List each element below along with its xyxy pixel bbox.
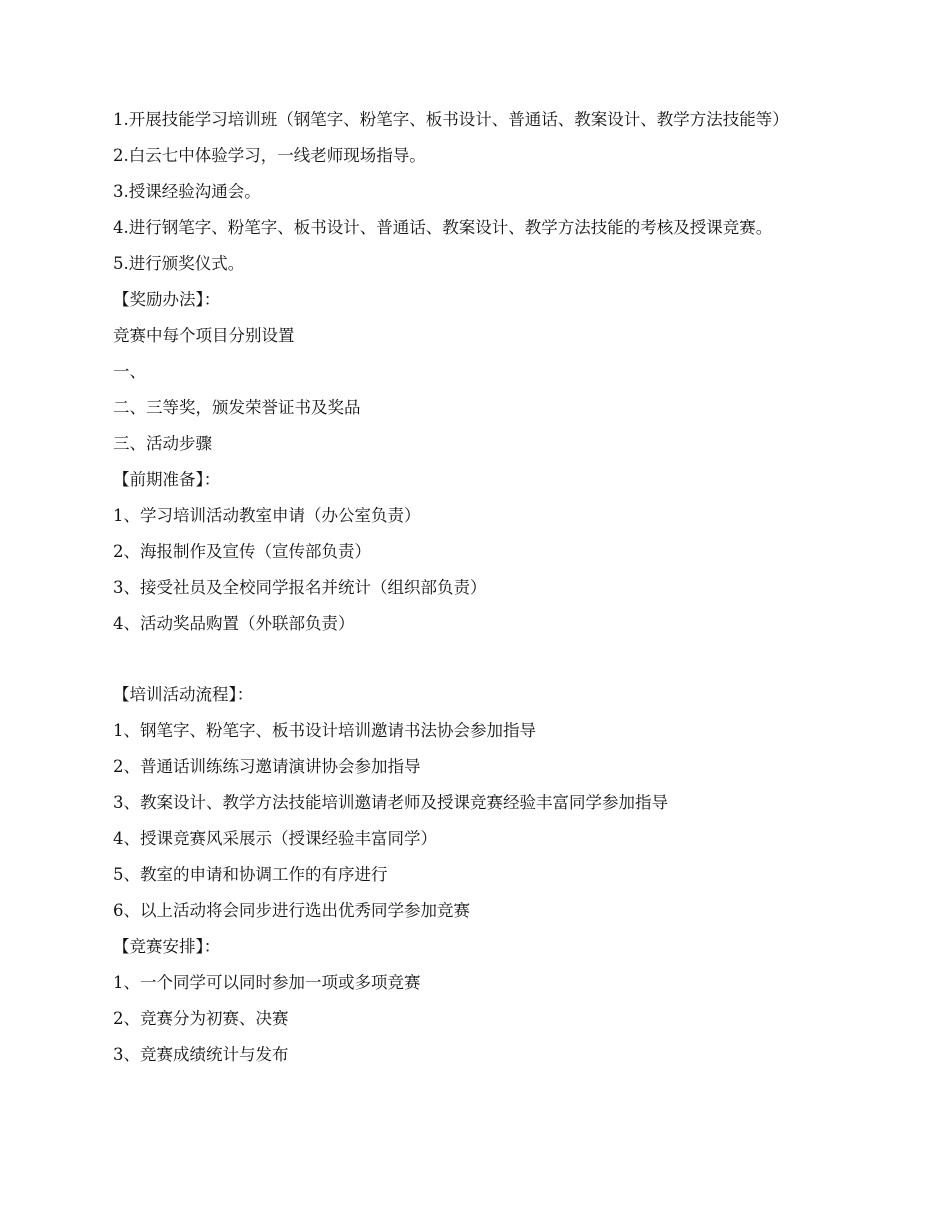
training-flow-item-1: 1、钢笔字、粉笔字、板书设计培训邀请书法协会参加指导 [113,721,536,740]
activity-item-4: 4.进行钢笔字、粉笔字、板书设计、普通话、教案设计、教学方法技能的考核及授课竞赛。 [113,218,773,237]
document-body [113,111,843,1082]
training-flow-item-4: 4、授课竞赛风采展示（授课经验丰富同学） [113,829,437,848]
activity-item-1: 1.开展技能学习培训班（钢笔字、粉笔字、板书设计、普通话、教案设计、教学方法技能等） [113,110,789,129]
reward-heading: 【奖励办法】： [113,290,221,309]
competition-item-2: 2、竞赛分为初赛、决赛 [113,1009,289,1028]
training-flow-heading: 【培训活动流程】： [113,685,254,704]
activity-item-2: 2.白云七中体验学习，一线老师现场指导。 [113,146,426,165]
activity-item-3: 3.授课经验沟通会。 [113,182,261,201]
training-flow-item-2: 2、普通话训练练习邀请演讲协会参加指导 [113,757,421,776]
blank-spacer [113,651,843,686]
activity-item-5: 5.进行颁奖仪式。 [113,254,245,273]
competition-item-3: 3、竞赛成绩统计与发布 [113,1045,289,1064]
competition-item-1: 1、一个同学可以同时参加一项或多项竞赛 [113,973,421,992]
training-flow-item-3: 3、教案设计、教学方法技能培训邀请老师及授课竞赛经验丰富同学参加指导 [113,793,668,812]
preparation-item-1: 1、学习培训活动教室申请（办公室负责） [113,506,421,525]
preparation-item-3: 3、接受社员及全校同学报名并统计（组织部负责） [113,578,487,597]
preparation-item-4: 4、活动奖品购置（外联部负责） [113,614,355,633]
preparation-item-2: 2、海报制作及宣传（宣传部负责） [113,542,371,561]
training-flow-item-6: 6、以上活动将会同步进行选出优秀同学参加竞赛 [113,901,470,920]
reward-item-1: 一、 [113,362,146,381]
reward-item-2: 二、三等奖，颁发荣誉证书及奖品 [113,398,361,417]
section-heading-steps: 三、活动步骤 [113,434,212,453]
preparation-heading: 【前期准备】： [113,470,221,489]
competition-heading: 【竞赛安排】： [113,937,221,956]
reward-text: 竞赛中每个项目分别设置 [113,326,295,345]
training-flow-item-5: 5、教室的申请和协调工作的有序进行 [113,865,388,884]
